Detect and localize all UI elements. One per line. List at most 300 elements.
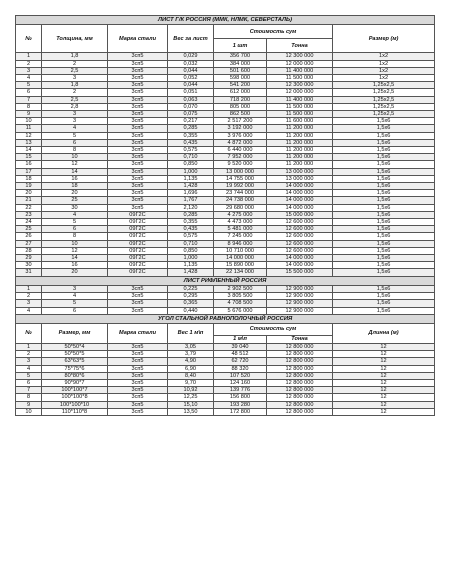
cell-weight: 0,217 xyxy=(168,118,214,125)
cell-per-ton: 11 200 000 xyxy=(267,125,333,132)
cell-col2: 8 xyxy=(42,146,108,153)
header-grade: Марка стали xyxy=(108,25,168,53)
cell-num: 31 xyxy=(16,269,42,276)
cell-weight: 0,285 xyxy=(168,125,214,132)
cell-price: 501 600 xyxy=(214,67,267,74)
cell-price: 718 200 xyxy=(214,96,267,103)
cell-col2: 4 xyxy=(42,125,108,132)
cell-size: 12 xyxy=(333,372,435,379)
cell-weight: 0,435 xyxy=(168,226,214,233)
cell-col2: 2 xyxy=(42,89,108,96)
sheet-row xyxy=(16,125,435,132)
sheet-row xyxy=(16,226,435,233)
sheet-row xyxy=(16,211,435,218)
cell-size: 12 xyxy=(333,358,435,365)
sheet-row xyxy=(16,182,435,189)
cell-weight: 0,070 xyxy=(168,103,214,110)
cell-per-ton: 12 900 000 xyxy=(267,300,333,307)
cell-size: 1х2 xyxy=(333,53,435,60)
cell-size: 1,5х6 xyxy=(333,182,435,189)
cell-price: 4 473 000 xyxy=(214,218,267,225)
cell-price: 7 952 000 xyxy=(214,154,267,161)
cell-price: 139 776 xyxy=(214,387,267,394)
cell-num: 18 xyxy=(16,175,42,182)
cell-col2: 14 xyxy=(42,254,108,261)
riffled-row xyxy=(16,307,435,314)
angle-header-weight: Вес 1 м\п xyxy=(168,324,214,344)
sheet-row xyxy=(16,67,435,74)
cell-size: 1,5х6 xyxy=(333,204,435,211)
cell-grade: 09Г2С xyxy=(108,226,168,233)
cell-price: 172 800 xyxy=(214,408,267,415)
cell-price: 22 134 000 xyxy=(214,269,267,276)
cell-size: 1,5х6 xyxy=(333,146,435,153)
cell-per-ton: 12 800 000 xyxy=(267,387,333,394)
cell-num: 7 xyxy=(16,96,42,103)
cell-grade: 3сп5 xyxy=(108,96,168,103)
cell-num: 3 xyxy=(16,358,42,365)
cell-weight: 4,90 xyxy=(168,358,214,365)
cell-grade: 3сп5 xyxy=(108,53,168,60)
cell-price: 5 481 000 xyxy=(214,226,267,233)
cell-weight: 0,365 xyxy=(168,300,214,307)
cell-price: 356 700 xyxy=(214,53,267,60)
cell-per-ton: 12 900 000 xyxy=(267,293,333,300)
cell-price: 9 520 000 xyxy=(214,161,267,168)
cell-col2: 18 xyxy=(42,182,108,189)
cell-grade: 3сп5 xyxy=(108,293,168,300)
sheet-row xyxy=(16,233,435,240)
cell-price: 6 440 000 xyxy=(214,146,267,153)
cell-weight: 0,850 xyxy=(168,247,214,254)
header-size: Размер (м) xyxy=(333,25,435,53)
sheet-row xyxy=(16,132,435,139)
cell-weight: 1,767 xyxy=(168,197,214,204)
cell-price: 48 512 xyxy=(214,351,267,358)
riffled-section-body xyxy=(16,285,435,314)
cell-price: 156 800 xyxy=(214,394,267,401)
cell-col2: 4 xyxy=(42,293,108,300)
cell-col2: 10 xyxy=(42,240,108,247)
riffled-row xyxy=(16,293,435,300)
cell-num: 27 xyxy=(16,240,42,247)
angle-section-title-row xyxy=(16,314,435,323)
cell-size: 1,5х6 xyxy=(333,293,435,300)
cell-per-ton: 14 000 000 xyxy=(267,204,333,211)
cell-price: 805 000 xyxy=(214,103,267,110)
cell-weight: 0,044 xyxy=(168,82,214,89)
cell-price: 8 946 000 xyxy=(214,240,267,247)
cell-price: 4 872 000 xyxy=(214,139,267,146)
cell-price: 19 992 000 xyxy=(214,182,267,189)
cell-num: 10 xyxy=(16,408,42,415)
header-weight: Вес за лист xyxy=(168,25,214,53)
cell-num: 8 xyxy=(16,394,42,401)
cell-size: 1,5х6 xyxy=(333,233,435,240)
cell-num: 20 xyxy=(16,190,42,197)
cell-num: 8 xyxy=(16,103,42,110)
cell-num: 25 xyxy=(16,226,42,233)
cell-weight: 0,052 xyxy=(168,74,214,81)
cell-num: 4 xyxy=(16,307,42,314)
cell-grade: 3сп5 xyxy=(108,74,168,81)
cell-weight: 3,79 xyxy=(168,351,214,358)
cell-num: 1 xyxy=(16,285,42,292)
cell-col2: 16 xyxy=(42,262,108,269)
cell-per-ton: 12 600 000 xyxy=(267,240,333,247)
cell-grade: 3сп5 xyxy=(108,60,168,67)
cell-weight: 0,850 xyxy=(168,161,214,168)
cell-price: 3 976 000 xyxy=(214,132,267,139)
sheet-row xyxy=(16,175,435,182)
cell-grade: 3сп5 xyxy=(108,182,168,189)
cell-num: 5 xyxy=(16,372,42,379)
cell-num: 4 xyxy=(16,74,42,81)
cell-size: 1,5х6 xyxy=(333,175,435,182)
cell-num: 6 xyxy=(16,89,42,96)
cell-weight: 1,428 xyxy=(168,182,214,189)
cell-price: 598 000 xyxy=(214,74,267,81)
sheet-row xyxy=(16,240,435,247)
cell-weight: 1,000 xyxy=(168,254,214,261)
cell-num: 2 xyxy=(16,351,42,358)
cell-size: 12 xyxy=(333,394,435,401)
angle-row xyxy=(16,365,435,372)
cell-size: 1х2 xyxy=(333,74,435,81)
cell-per-ton: 11 500 000 xyxy=(267,74,333,81)
cell-per-ton: 12 600 000 xyxy=(267,247,333,254)
cell-grade: 3сп5 xyxy=(108,175,168,182)
cell-weight: 0,295 xyxy=(168,293,214,300)
cell-col2: 20 xyxy=(42,190,108,197)
cell-grade: 3сп5 xyxy=(108,89,168,96)
cell-weight: 1,135 xyxy=(168,262,214,269)
cell-grade: 09Г2С xyxy=(108,254,168,261)
cell-num: 15 xyxy=(16,154,42,161)
cell-num: 26 xyxy=(16,233,42,240)
cell-weight: 0,032 xyxy=(168,60,214,67)
sheet-row xyxy=(16,218,435,225)
cell-size: 1,5х6 xyxy=(333,168,435,175)
cell-price: 14 000 000 xyxy=(214,254,267,261)
cell-per-ton: 12 800 000 xyxy=(267,401,333,408)
cell-grade: 3сп5 xyxy=(108,161,168,168)
cell-col2: 2,5 xyxy=(42,96,108,103)
cell-weight: 1,000 xyxy=(168,168,214,175)
cell-col2: 90*90*7 xyxy=(42,380,108,387)
angle-header-num: № xyxy=(16,324,42,344)
cell-col2: 63*63*5 xyxy=(42,358,108,365)
angle-section-body xyxy=(16,344,435,416)
cell-num: 5 xyxy=(16,82,42,89)
cell-per-ton: 11 200 000 xyxy=(267,161,333,168)
cell-col2: 20 xyxy=(42,269,108,276)
cell-size: 12 xyxy=(333,380,435,387)
sheet-header-row xyxy=(16,25,435,39)
cell-weight: 0,044 xyxy=(168,67,214,74)
cell-per-ton: 12 800 000 xyxy=(267,358,333,365)
cell-weight: 0,051 xyxy=(168,89,214,96)
cell-per-ton: 12 000 000 xyxy=(267,89,333,96)
cell-grade: 3сп5 xyxy=(108,139,168,146)
cell-per-ton: 11 500 000 xyxy=(267,110,333,117)
cell-weight: 10,92 xyxy=(168,387,214,394)
cell-size: 1,25х2,5 xyxy=(333,103,435,110)
cell-num: 9 xyxy=(16,110,42,117)
cell-per-ton: 11 200 000 xyxy=(267,139,333,146)
cell-per-ton: 12 900 000 xyxy=(267,285,333,292)
cell-grade: 09Г2С xyxy=(108,240,168,247)
cell-col2: 5 xyxy=(42,132,108,139)
cell-weight: 0,575 xyxy=(168,233,214,240)
angle-header-grade: Марка стали xyxy=(108,324,168,344)
cell-grade: 3сп5 xyxy=(108,351,168,358)
sheet-row xyxy=(16,247,435,254)
sheet-row xyxy=(16,53,435,60)
cell-col2: 100*100*7 xyxy=(42,387,108,394)
cell-size: 1,25х2,5 xyxy=(333,82,435,89)
cell-weight: 0,710 xyxy=(168,240,214,247)
cell-price: 10 710 000 xyxy=(214,247,267,254)
cell-col2: 5 xyxy=(42,218,108,225)
cell-size: 1,5х6 xyxy=(333,125,435,132)
riffled-section-title: ЛИСТ РИФЛЕННЫЙ РОССИЯ xyxy=(16,276,435,285)
cell-per-ton: 12 800 000 xyxy=(267,351,333,358)
cell-per-ton: 15 000 000 xyxy=(267,211,333,218)
cell-grade: 3сп5 xyxy=(108,168,168,175)
cell-col2: 4 xyxy=(42,211,108,218)
cell-price: 384 000 xyxy=(214,60,267,67)
angle-header-per-ton: Тонна xyxy=(267,336,333,344)
header-num: № xyxy=(16,25,42,53)
sheet-row xyxy=(16,254,435,261)
cell-grade: 3сп5 xyxy=(108,146,168,153)
cell-col2: 110*110*8 xyxy=(42,408,108,415)
cell-per-ton: 11 500 000 xyxy=(267,103,333,110)
cell-price: 29 680 000 xyxy=(214,204,267,211)
cell-size: 1,5х6 xyxy=(333,254,435,261)
cell-size: 12 xyxy=(333,365,435,372)
cell-col2: 100*100*8 xyxy=(42,394,108,401)
cell-weight: 1,696 xyxy=(168,190,214,197)
cell-per-ton: 11 400 000 xyxy=(267,96,333,103)
cell-num: 12 xyxy=(16,132,42,139)
cell-size: 1х2 xyxy=(333,67,435,74)
cell-weight: 0,710 xyxy=(168,154,214,161)
cell-col2: 3 xyxy=(42,110,108,117)
cell-col2: 5 xyxy=(42,300,108,307)
cell-grade: 3сп5 xyxy=(108,110,168,117)
cell-per-ton: 12 600 000 xyxy=(267,233,333,240)
cell-weight: 0,440 xyxy=(168,307,214,314)
cell-size: 12 xyxy=(333,351,435,358)
cell-size: 1,5х6 xyxy=(333,307,435,314)
sheet-row xyxy=(16,110,435,117)
riffled-row xyxy=(16,300,435,307)
price-table xyxy=(15,15,435,416)
cell-size: 1,5х6 xyxy=(333,247,435,254)
cell-grade: 3сп5 xyxy=(108,372,168,379)
sheet-row xyxy=(16,96,435,103)
cell-col2: 100*100*10 xyxy=(42,401,108,408)
cell-num: 10 xyxy=(16,118,42,125)
cell-grade: 3сп5 xyxy=(108,197,168,204)
cell-col2: 2 xyxy=(42,60,108,67)
cell-price: 2 517 200 xyxy=(214,118,267,125)
cell-col2: 8 xyxy=(42,233,108,240)
cell-num: 28 xyxy=(16,247,42,254)
cell-grade: 3сп5 xyxy=(108,118,168,125)
sheet-row xyxy=(16,82,435,89)
cell-weight: 0,029 xyxy=(168,53,214,60)
cell-num: 21 xyxy=(16,197,42,204)
cell-grade: 3сп5 xyxy=(108,300,168,307)
cell-price: 3 192 000 xyxy=(214,125,267,132)
cell-price: 13 000 000 xyxy=(214,168,267,175)
angle-section-title: УГОЛ СТАЛЬНОЙ РАВНОПОЛОЧНЫЙ РОССИЯ xyxy=(16,314,435,323)
cell-size: 1,5х6 xyxy=(333,154,435,161)
cell-per-ton: 14 000 000 xyxy=(267,197,333,204)
cell-per-ton: 13 000 000 xyxy=(267,175,333,182)
cell-grade: 09Г2С xyxy=(108,233,168,240)
sheet-row xyxy=(16,161,435,168)
cell-price: 862 500 xyxy=(214,110,267,117)
cell-weight: 12,25 xyxy=(168,394,214,401)
angle-row xyxy=(16,387,435,394)
cell-size: 1,5х6 xyxy=(333,211,435,218)
cell-num: 2 xyxy=(16,293,42,300)
cell-weight: 1,428 xyxy=(168,269,214,276)
cell-weight: 0,225 xyxy=(168,285,214,292)
cell-price: 23 744 000 xyxy=(214,190,267,197)
cell-size: 1х2 xyxy=(333,60,435,67)
cell-per-ton: 12 300 000 xyxy=(267,82,333,89)
cell-weight: 0,355 xyxy=(168,132,214,139)
cell-grade: 3сп5 xyxy=(108,358,168,365)
cell-num: 11 xyxy=(16,125,42,132)
sheet-row xyxy=(16,190,435,197)
cell-grade: 3сп5 xyxy=(108,190,168,197)
header-per-ton: Тонна xyxy=(267,39,333,53)
cell-size: 1,5х6 xyxy=(333,139,435,146)
cell-num: 24 xyxy=(16,218,42,225)
cell-per-ton: 12 600 000 xyxy=(267,218,333,225)
cell-weight: 8,40 xyxy=(168,372,214,379)
cell-col2: 2,5 xyxy=(42,67,108,74)
cell-price: 193 280 xyxy=(214,401,267,408)
cell-size: 12 xyxy=(333,401,435,408)
cell-price: 5 676 000 xyxy=(214,307,267,314)
cell-num: 17 xyxy=(16,168,42,175)
cell-per-ton: 12 300 000 xyxy=(267,53,333,60)
cell-size: 1,5х6 xyxy=(333,262,435,269)
cell-col2: 6 xyxy=(42,307,108,314)
sheet-row xyxy=(16,269,435,276)
cell-grade: 3сп5 xyxy=(108,82,168,89)
cell-size: 1,5х6 xyxy=(333,240,435,247)
cell-weight: 0,285 xyxy=(168,211,214,218)
cell-col2: 6 xyxy=(42,226,108,233)
cell-num: 14 xyxy=(16,146,42,153)
cell-col2: 50*50*4 xyxy=(42,344,108,351)
cell-grade: 3сп5 xyxy=(108,380,168,387)
cell-grade: 3сп5 xyxy=(108,408,168,415)
cell-per-ton: 12 800 000 xyxy=(267,365,333,372)
header-thickness: Толщина, мм xyxy=(42,25,108,53)
cell-price: 15 890 000 xyxy=(214,262,267,269)
cell-price: 88 320 xyxy=(214,365,267,372)
cell-num: 3 xyxy=(16,300,42,307)
cell-size: 12 xyxy=(333,408,435,415)
cell-size: 1,5х6 xyxy=(333,300,435,307)
cell-weight: 3,05 xyxy=(168,344,214,351)
cell-num: 13 xyxy=(16,139,42,146)
cell-grade: 3сп5 xyxy=(108,387,168,394)
cell-weight: 15,10 xyxy=(168,401,214,408)
cell-col2: 75*75*6 xyxy=(42,365,108,372)
angle-row xyxy=(16,401,435,408)
cell-size: 1,5х6 xyxy=(333,285,435,292)
cell-price: 7 245 000 xyxy=(214,233,267,240)
cell-per-ton: 14 000 000 xyxy=(267,262,333,269)
cell-per-ton: 12 800 000 xyxy=(267,372,333,379)
cell-grade: 3сп5 xyxy=(108,103,168,110)
cell-per-ton: 12 000 000 xyxy=(267,60,333,67)
angle-header-row xyxy=(16,324,435,336)
cell-grade: 3сп5 xyxy=(108,394,168,401)
cell-per-ton: 12 800 000 xyxy=(267,408,333,415)
cell-col2: 6 xyxy=(42,139,108,146)
sheet-row xyxy=(16,146,435,153)
sheet-row xyxy=(16,139,435,146)
cell-col2: 12 xyxy=(42,247,108,254)
cell-grade: 3сп5 xyxy=(108,344,168,351)
cell-grade: 09Г2С xyxy=(108,211,168,218)
cell-weight: 2,120 xyxy=(168,204,214,211)
cell-per-ton: 11 200 000 xyxy=(267,146,333,153)
cell-per-ton: 12 800 000 xyxy=(267,394,333,401)
cell-grade: 09Г2С xyxy=(108,269,168,276)
sheet-section-title: ЛИСТ Г/К РОССИЯ (ММК, НЛМК, СЕВЕРСТАЛЬ) xyxy=(16,16,435,25)
cell-size: 1,25х2,5 xyxy=(333,110,435,117)
cell-price: 124 160 xyxy=(214,380,267,387)
cell-per-ton: 12 600 000 xyxy=(267,226,333,233)
cell-per-ton: 15 500 000 xyxy=(267,269,333,276)
sheet-row xyxy=(16,262,435,269)
cell-price: 39 040 xyxy=(214,344,267,351)
angle-header-per-meter: 1 м\п xyxy=(214,336,267,344)
riffled-section-title-row xyxy=(16,276,435,285)
cell-price: 14 755 000 xyxy=(214,175,267,182)
cell-num: 30 xyxy=(16,262,42,269)
angle-row xyxy=(16,372,435,379)
cell-price: 62 720 xyxy=(214,358,267,365)
cell-col2: 3 xyxy=(42,285,108,292)
cell-per-ton: 11 200 000 xyxy=(267,154,333,161)
angle-row xyxy=(16,344,435,351)
sheet-row xyxy=(16,197,435,204)
cell-per-ton: 11 200 000 xyxy=(267,132,333,139)
cell-weight: 13,50 xyxy=(168,408,214,415)
cell-weight: 6,90 xyxy=(168,365,214,372)
cell-weight: 0,435 xyxy=(168,139,214,146)
cell-per-ton: 12 900 000 xyxy=(267,307,333,314)
cell-num: 16 xyxy=(16,161,42,168)
cell-col2: 2,8 xyxy=(42,103,108,110)
cell-weight: 9,70 xyxy=(168,380,214,387)
cell-num: 9 xyxy=(16,401,42,408)
angle-row xyxy=(16,351,435,358)
